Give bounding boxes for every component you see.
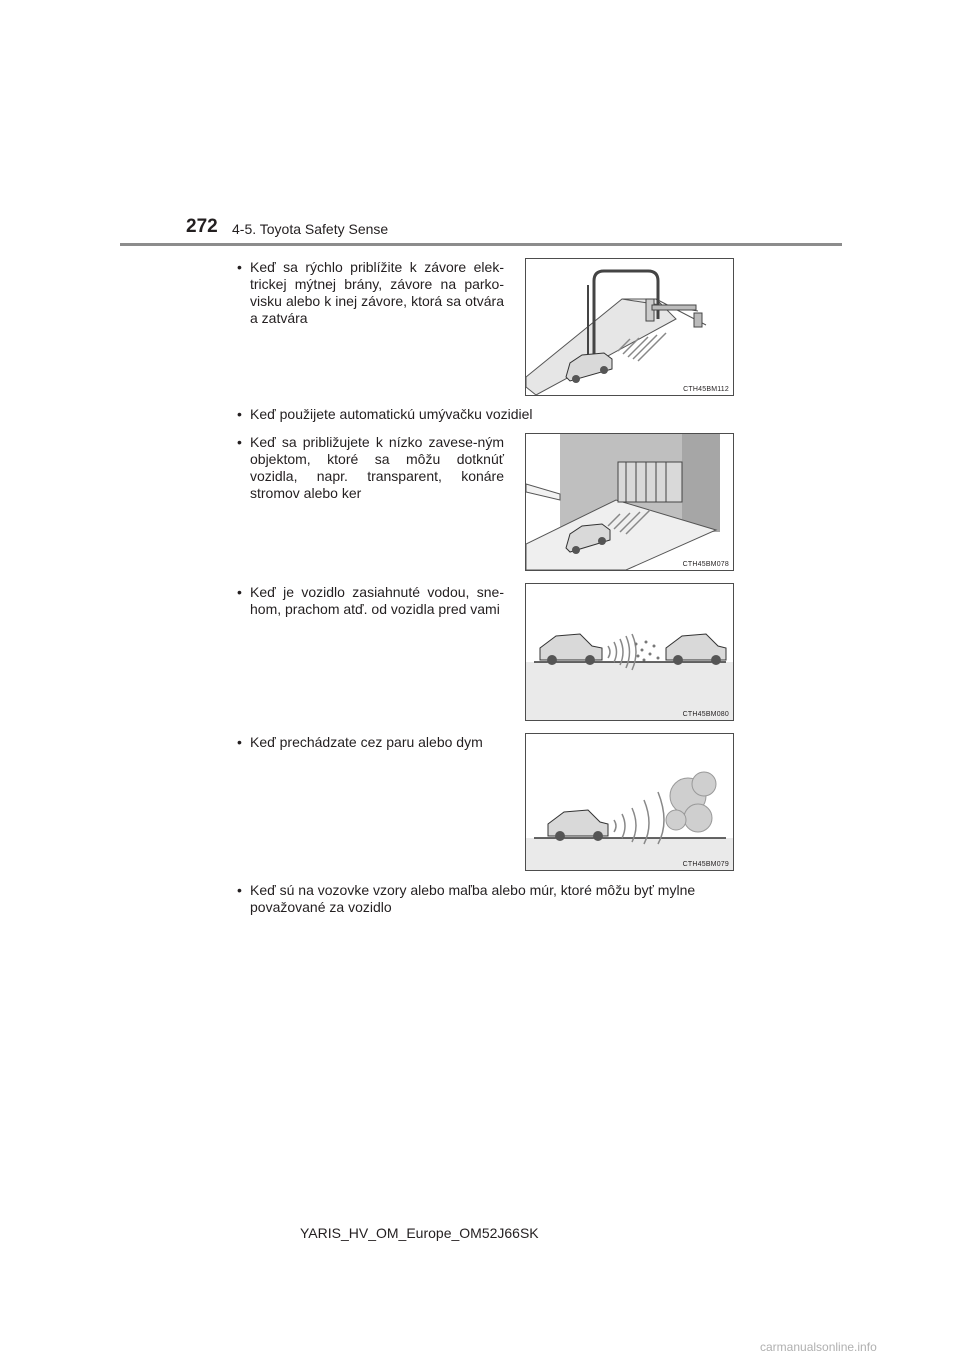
section-title: 4-5. Toyota Safety Sense [232, 221, 389, 237]
barrier-illustration [526, 259, 733, 395]
smoke-illustration [526, 734, 733, 870]
footer-document-code: YARIS_HV_OM_Europe_OM52J66SK [300, 1225, 539, 1241]
figure-code: CTH45BM080 [682, 711, 729, 718]
watermark: carmanualsonline.info [760, 1340, 877, 1354]
bullet-marker: • [237, 434, 242, 450]
bullet-text: Keď je vozidlo zasiahnuté vodou, sne-hom, prachom atď. od vozidla pred vami [250, 584, 504, 617]
bullet-marker: • [237, 734, 242, 750]
bullet-road-patterns [237, 882, 748, 916]
figure-code: CTH45BM078 [682, 561, 729, 568]
bullet-text: Keď sa rýchlo priblížite k závore elek-trickej mýtnej brány, závore na parko-visku alebo k inej závore, ktorá sa otvára a zatvára [250, 259, 504, 326]
bullet-toll-barrier [237, 259, 504, 327]
figure-water-snow-dust [525, 583, 734, 721]
bullet-text: Keď prechádzate cez paru alebo dym [250, 734, 483, 750]
figure-steam-smoke [525, 733, 734, 871]
bullet-car-wash [237, 406, 748, 423]
figure-hanging-objects [525, 433, 734, 571]
bullet-text: Keď sú na vozovke vzory alebo maľba alebo múr, ktoré môžu byť mylne považované za vozidlo [250, 882, 696, 915]
bullet-water-snow-dust [237, 584, 504, 618]
page-number: 272 [186, 216, 218, 237]
bullet-text: Keď sa približujete k nízko zavese-ným objektom, ktoré sa môžu dotknúť vozidla, napr. transparent, konáre stromov alebo ker [250, 434, 504, 501]
spray-illustration [526, 584, 733, 720]
hanging-objects-illustration [526, 434, 733, 570]
figure-toll-barrier [525, 258, 734, 396]
header-divider [120, 243, 842, 246]
bullet-marker: • [237, 584, 242, 600]
figure-code: CTH45BM112 [683, 386, 729, 393]
figure-code: CTH45BM079 [682, 861, 729, 868]
bullet-hanging-objects [237, 434, 504, 502]
bullet-text: Keď použijete automatickú umývačku vozidiel [250, 406, 533, 422]
bullet-marker: • [237, 406, 242, 422]
bullet-marker: • [237, 259, 242, 275]
bullet-marker: • [237, 882, 242, 898]
bullet-steam-smoke [237, 734, 504, 751]
